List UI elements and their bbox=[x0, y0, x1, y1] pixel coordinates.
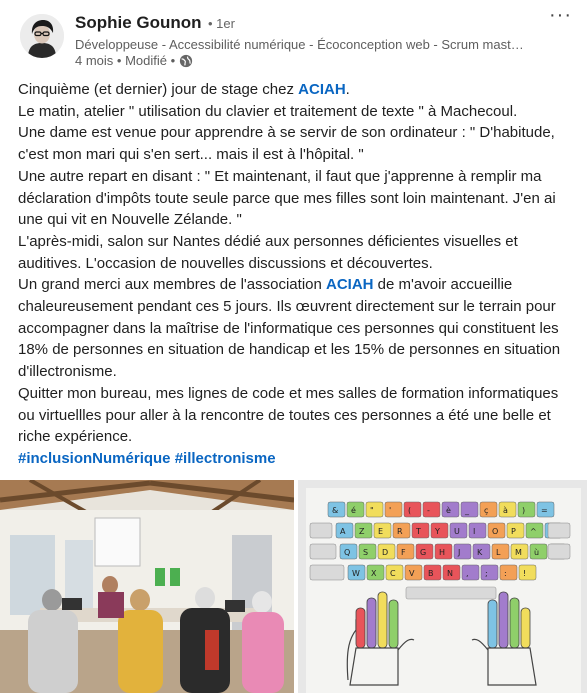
keyboard-key bbox=[461, 502, 478, 517]
keyboard-key bbox=[454, 544, 471, 559]
keyboard-key-label: V bbox=[409, 569, 415, 578]
post-images bbox=[0, 480, 587, 693]
author-line bbox=[75, 13, 235, 33]
classroom-photo[interactable] bbox=[0, 480, 294, 693]
keyboard-modifier-key bbox=[310, 544, 336, 559]
post-header bbox=[0, 0, 587, 80]
post-meta bbox=[75, 53, 193, 68]
keyboard-key bbox=[480, 502, 497, 517]
keyboard-key-label: ) bbox=[522, 506, 526, 515]
keyboard-key-label: K bbox=[477, 548, 483, 557]
keyboard-key-label: N bbox=[447, 569, 453, 578]
text: Cinquième (et dernier) jour de stage chez bbox=[18, 81, 299, 98]
avatar-photo bbox=[20, 14, 64, 58]
keyboard-key-label: X bbox=[371, 569, 377, 578]
avatar[interactable] bbox=[20, 14, 64, 58]
keyboard-key-label: D bbox=[382, 548, 389, 557]
keyboard-key-label: ù bbox=[534, 548, 540, 557]
keyboard-key-label: ' bbox=[389, 506, 392, 515]
keyboard-key-label: B bbox=[428, 569, 434, 578]
author-name[interactable]: Sophie Gounon bbox=[75, 13, 202, 32]
keyboard-key-label: : bbox=[504, 569, 507, 578]
keyboard-key-label: M bbox=[515, 548, 522, 557]
post-line: Une autre repart en disant : " Et maintenant, il faut que j'apprenne à remplir ma déclaration d'impôts toute seule parce que mes filles sont loin maintenant. J'en ai une qui vit en Nouvelle Zélande. " bbox=[18, 167, 556, 229]
keyboard-key-label: G bbox=[420, 548, 427, 557]
keyboard-key bbox=[404, 502, 421, 517]
keyboard-modifier-key bbox=[310, 565, 344, 580]
globe-icon bbox=[179, 54, 193, 68]
keyboard-key-label: ^ bbox=[530, 527, 537, 536]
hashtag-illectronisme[interactable]: #illectronisme bbox=[174, 449, 276, 467]
keyboard-key-label: é bbox=[351, 506, 356, 515]
keyboard-key bbox=[366, 502, 383, 517]
keyboard-key-label: = bbox=[541, 506, 548, 515]
keyboard-key bbox=[492, 544, 509, 559]
keyboard-key-label: F bbox=[401, 548, 406, 557]
keyboard-key bbox=[462, 565, 479, 580]
keyboard-key bbox=[469, 523, 486, 538]
classroom-photo-image bbox=[0, 480, 294, 693]
keyboard-key bbox=[481, 565, 498, 580]
keyboard-key bbox=[519, 565, 536, 580]
aciah-link[interactable]: ACIAH bbox=[326, 276, 374, 294]
keyboard-key-label: à bbox=[503, 506, 508, 515]
post-line: Le matin, atelier " utilisation du clavier et traitement de texte " à Machecoul. bbox=[18, 102, 518, 120]
author-headline: Développeuse - Accessibilité numérique - Écoconception web - Scrum mast… bbox=[75, 37, 524, 52]
keyboard-key-label: ; bbox=[485, 569, 488, 578]
keyboard-key-label: P bbox=[511, 527, 516, 536]
text: Un grand merci aux membres de l'association bbox=[18, 276, 326, 294]
post-line bbox=[18, 79, 578, 101]
keyboard-modifier-key bbox=[548, 544, 570, 559]
keyboard-modifier-key bbox=[548, 523, 570, 538]
text: . bbox=[345, 81, 350, 98]
keyboard-key-label: W bbox=[352, 569, 360, 578]
keyboard-key-label: ( bbox=[408, 506, 412, 515]
keyboard-key-label: è bbox=[446, 506, 451, 515]
keyboard-key bbox=[385, 502, 402, 517]
keyboard-drawing-photo[interactable] bbox=[298, 480, 587, 693]
aciah-link[interactable]: ACIAH bbox=[298, 81, 346, 98]
post-line: Quitter mon bureau, mes lignes de code et mes salles de formation informatiques ou virtuellles pour aller à la rencontre de toutes ces personnes a été une belle et riche expérience. bbox=[18, 384, 559, 446]
keyboard-key-label: U bbox=[454, 527, 460, 536]
keyboard-key-label: S bbox=[363, 548, 369, 557]
keyboard-key-label: O bbox=[492, 527, 499, 536]
hashtag-inclusion[interactable]: #inclusionNumérique bbox=[18, 449, 171, 467]
text: de m'avoir accueillie chaleureusement pendant ces 5 jours. Ils œuvrent directement sur le terrain pour accompagner dans la maîtrise de l'informatique ces personnes qui constituent les 18% de personnes en situation de handicap et les 15% de personnes en situation d'illectronisme. bbox=[18, 276, 561, 381]
keyboard-key bbox=[500, 565, 517, 580]
post-line bbox=[18, 274, 578, 383]
keyboard-key-label: _ bbox=[465, 506, 469, 515]
keyboard-key bbox=[518, 502, 535, 517]
keyboard-key bbox=[423, 502, 440, 517]
post-body bbox=[18, 79, 578, 470]
keyboard-drawing-image bbox=[298, 480, 587, 693]
keyboard-key-label: " bbox=[370, 506, 374, 515]
post-timestamp: 4 mois • Modifié • bbox=[75, 53, 176, 68]
post-line: L'après-midi, salon sur Nantes dédié aux personnes déficientes visuelles et auditives. L'occasion de nouvelles discussions et découvertes. bbox=[18, 232, 518, 272]
post-line: Une dame est venue pour apprendre à se servir de son ordinateur : " D'habitude, c'est mon mari qui s'en sert... mais il est à l'hôpital. " bbox=[18, 124, 555, 164]
keyboard-modifier-key bbox=[310, 523, 332, 538]
keyboard-key-label: & bbox=[332, 506, 339, 515]
keyboard-key-label: ! bbox=[523, 569, 527, 578]
connection-degree: • 1er bbox=[208, 16, 235, 31]
keyboard-key-label: Y bbox=[435, 527, 440, 536]
keyboard-key-label: H bbox=[439, 548, 446, 557]
keyboard-key-label: Q bbox=[344, 548, 351, 557]
keyboard-key-label: I bbox=[473, 527, 476, 536]
keyboard-key-label: A bbox=[340, 527, 346, 536]
keyboard-key-label: Z bbox=[359, 527, 365, 536]
keyboard-key-label: - bbox=[427, 506, 430, 515]
keyboard-key-label: R bbox=[397, 527, 403, 536]
keyboard-key-label: L bbox=[496, 548, 501, 557]
keyboard-key-label: E bbox=[378, 527, 384, 536]
keyboard-key-label: C bbox=[390, 569, 396, 578]
keyboard-key-label: ç bbox=[484, 506, 489, 515]
more-options-button[interactable]: ··· bbox=[549, 4, 572, 26]
keyboard-key-label: , bbox=[466, 569, 469, 578]
keyboard-key-label: T bbox=[416, 527, 421, 536]
keyboard-key-label: J bbox=[458, 548, 461, 557]
hashtags bbox=[18, 448, 578, 470]
